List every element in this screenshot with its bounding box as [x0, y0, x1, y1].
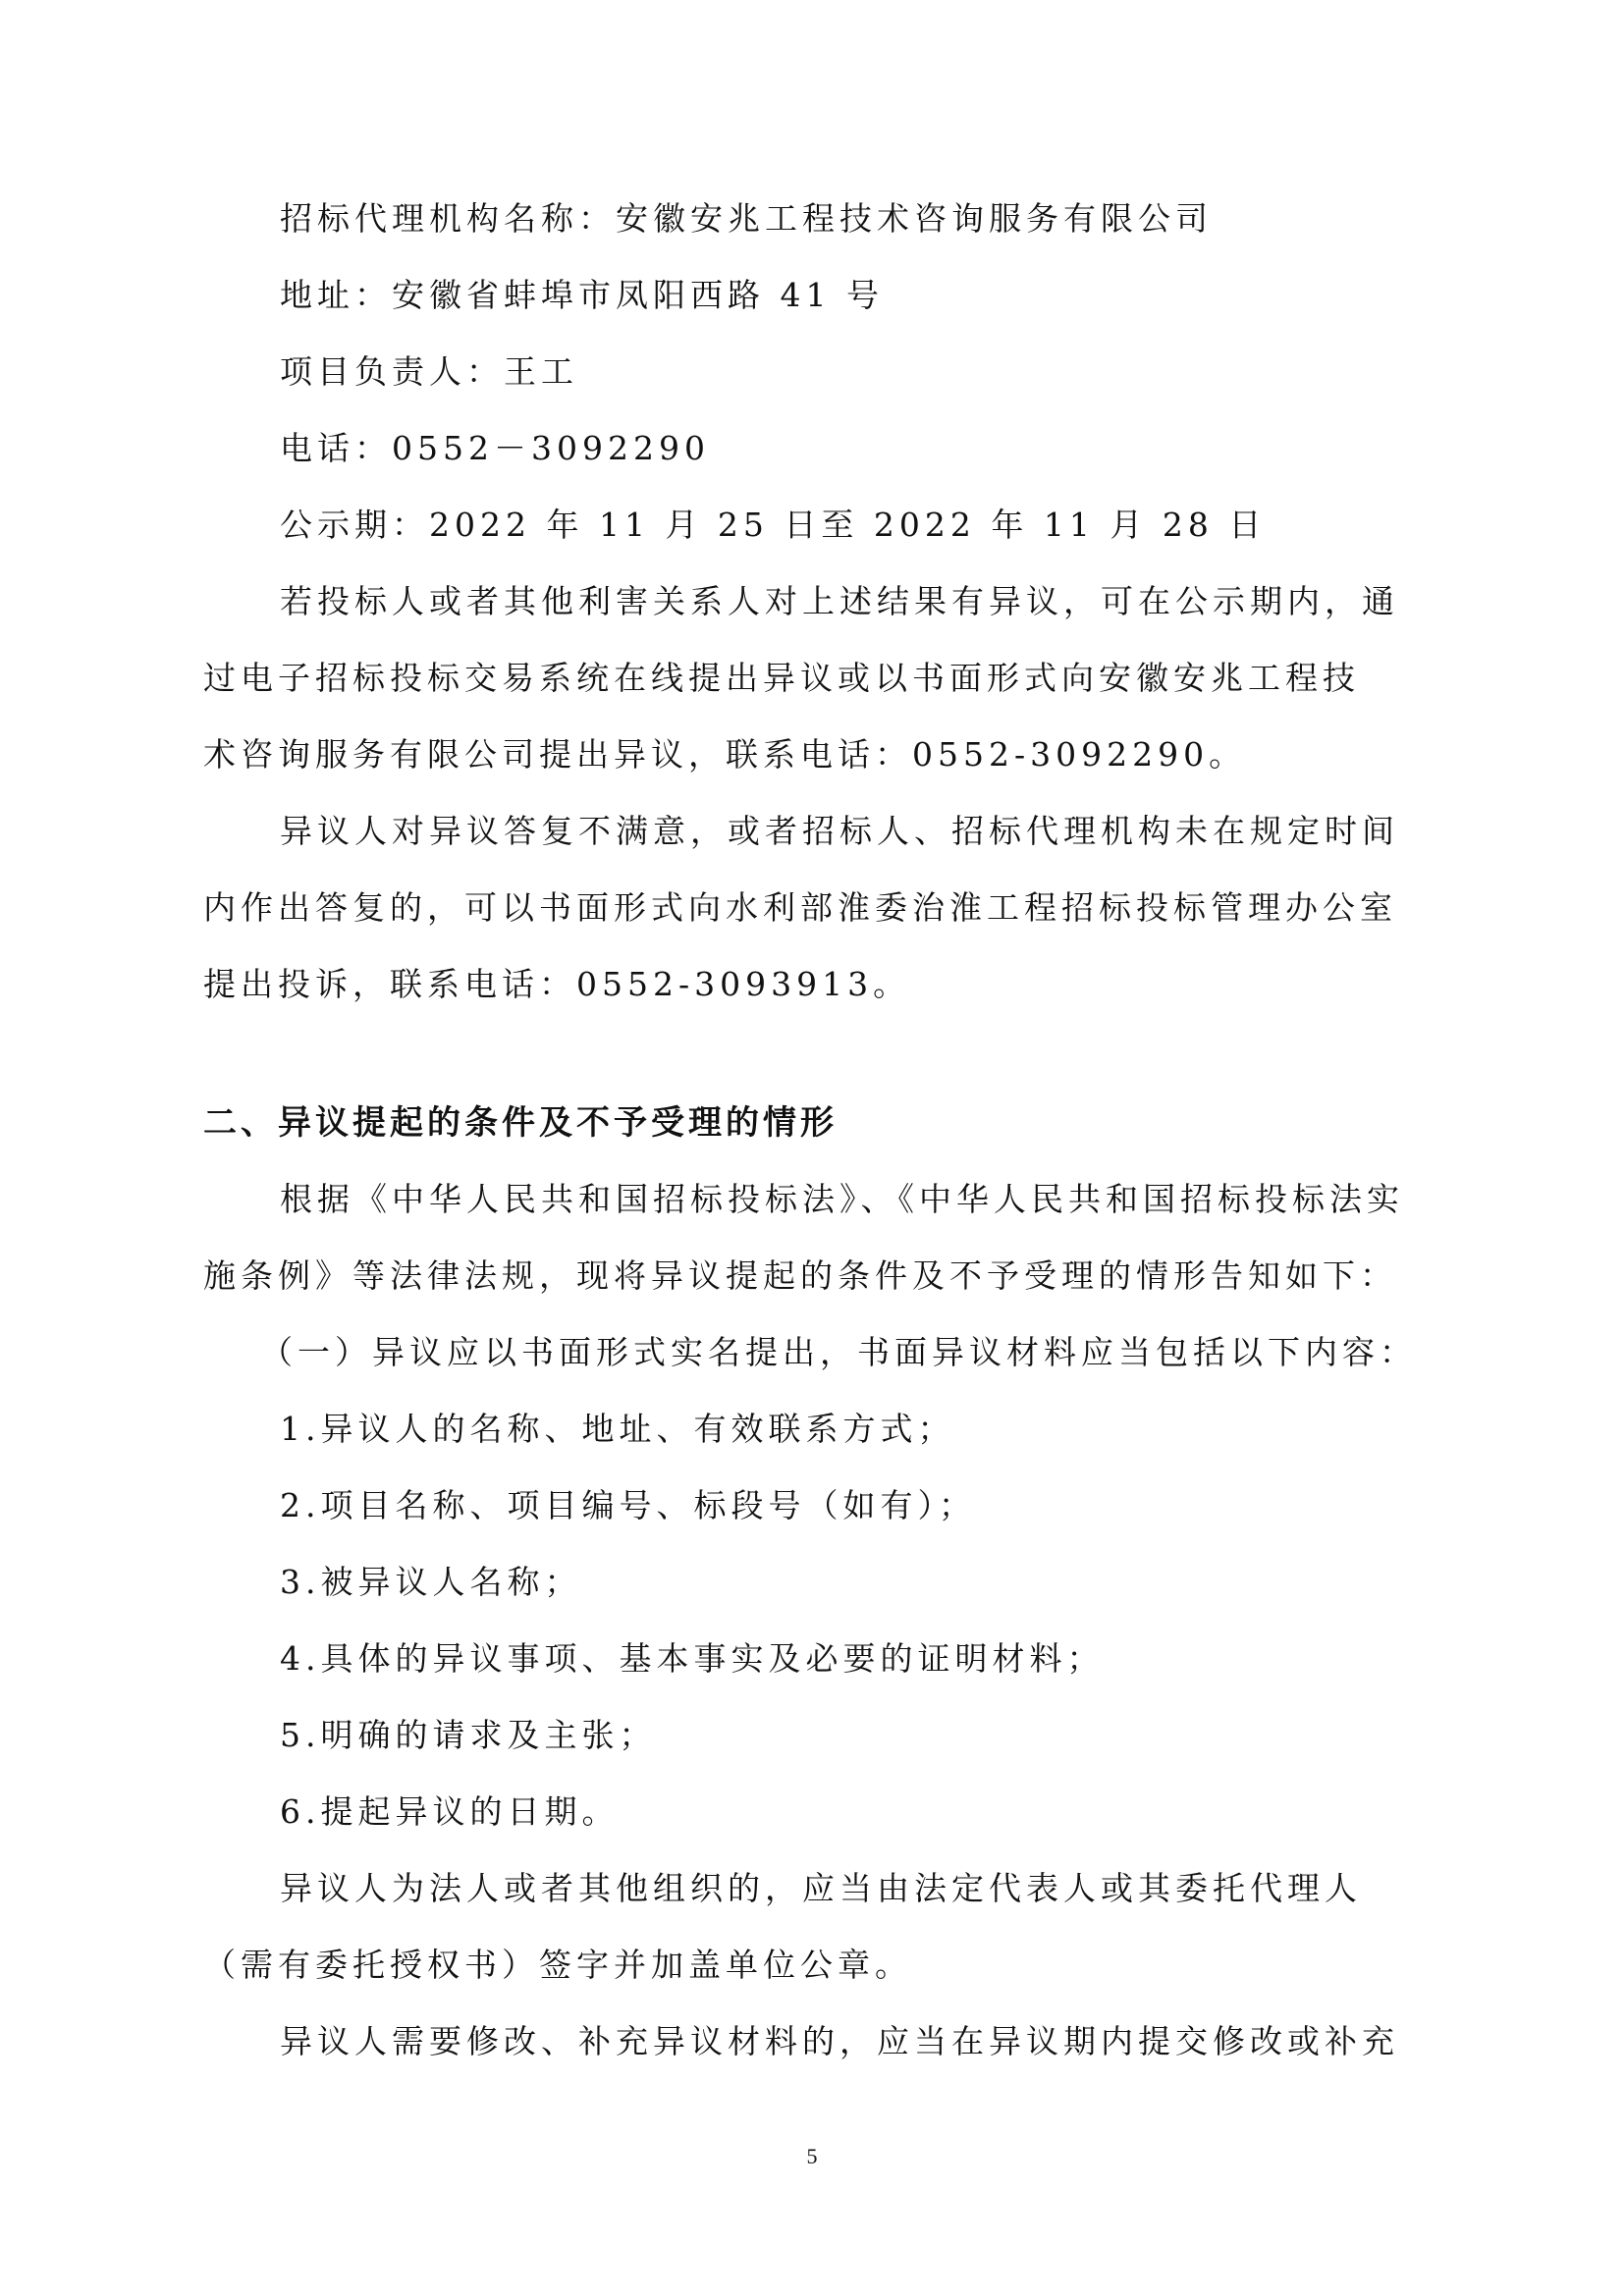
project-manager: 项目负责人：王工	[280, 352, 578, 391]
intro-paragraph-line-2: 施条例》等法律法规，现将异议提起的条件及不予受理的情形告知如下：	[203, 1256, 1397, 1295]
contact-phone: 电话：0552－3092290	[280, 429, 710, 467]
list-item: 5.明确的请求及主张；	[280, 1716, 657, 1754]
complaint-paragraph-line-2: 内作出答复的，可以书面形式向水利部淮委治淮工程招标投标管理办公室	[203, 888, 1397, 927]
section-heading: 二、异议提起的条件及不予受理的情形	[203, 1103, 838, 1143]
subsection-one: （一）异议应以书面形式实名提出，书面异议材料应当包括以下内容：	[260, 1333, 1417, 1371]
objection-paragraph-line-3: 术咨询服务有限公司提出异议，联系电话：0552-3092290。	[203, 735, 1247, 774]
agency-name: 招标代理机构名称：安徽安兆工程技术咨询服务有限公司	[280, 199, 1213, 238]
modify-paragraph-line-1: 异议人需要修改、补充异议材料的，应当在异议期内提交修改或补充	[280, 2022, 1399, 2060]
objection-paragraph-line-1: 若投标人或者其他利害关系人对上述结果有异议，可在公示期内，通	[280, 582, 1399, 620]
complaint-paragraph-line-1: 异议人对异议答复不满意，或者招标人、招标代理机构未在规定时间	[280, 812, 1399, 850]
list-item: 2.项目名称、项目编号、标段号（如有）；	[280, 1486, 976, 1524]
objection-paragraph-line-2: 过电子招标投标交易系统在线提出异议或以书面形式向安徽安兆工程技	[203, 659, 1360, 697]
page-number: 5	[806, 2144, 818, 2168]
legal-paragraph-line-1: 异议人为法人或者其他组织的，应当由法定代表人或其委托代理人	[280, 1869, 1362, 1907]
list-item: 3.被异议人名称；	[280, 1563, 582, 1601]
complaint-paragraph-line-3: 提出投诉，联系电话：0552-3093913。	[203, 965, 911, 1003]
legal-paragraph-line-2: （需有委托授权书）签字并加盖单位公章。	[203, 1946, 912, 1984]
agency-address: 地址：安徽省蚌埠市凤阳西路 41 号	[280, 276, 884, 314]
list-item: 4.具体的异议事项、基本事实及必要的证明材料；	[280, 1639, 1105, 1678]
list-item: 6.提起异议的日期。	[280, 1792, 620, 1831]
publicity-period: 公示期：2022 年 11 月 25 日至 2022 年 11 月 28 日	[280, 506, 1267, 544]
intro-paragraph-line-1: 根据《中华人民共和国招标投标法》、《中华人民共和国招标投标法实	[280, 1180, 1404, 1218]
list-item: 1.异议人的名称、地址、有效联系方式；	[280, 1410, 955, 1448]
